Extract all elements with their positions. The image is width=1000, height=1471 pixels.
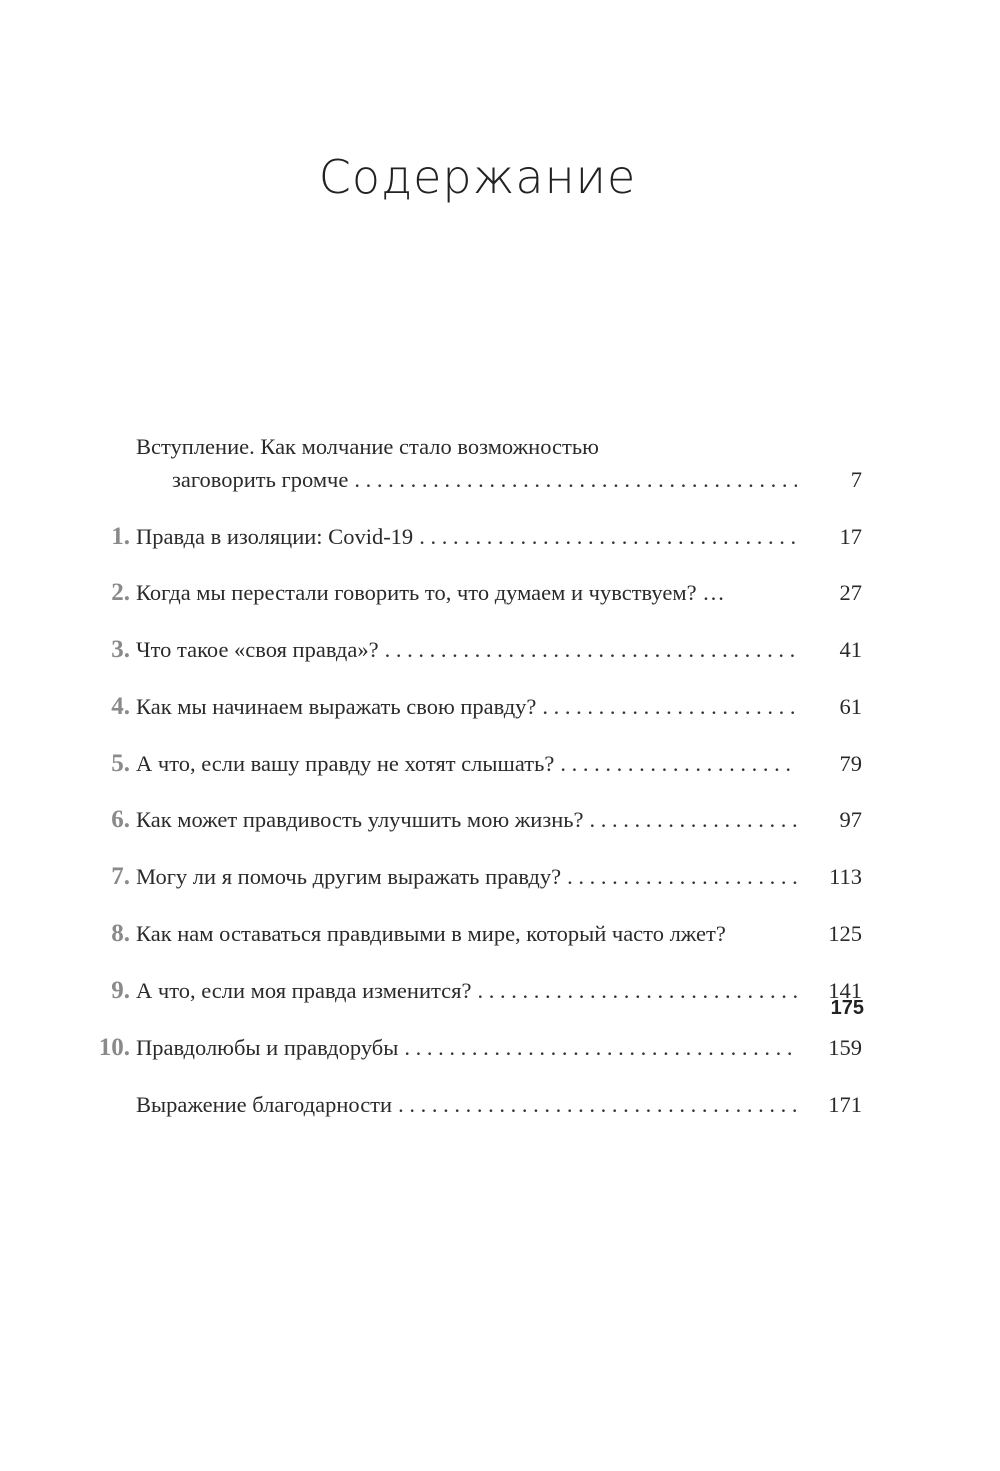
toc-entry [90,692,862,722]
chapter-page: 159 [828,1035,862,1060]
toc-entry [90,1033,862,1063]
toc-entry [90,522,862,552]
chapter-number: 3. [111,636,130,663]
dot-leader [398,1033,797,1063]
dot-leader [554,749,797,779]
dot-leader [536,692,797,722]
toc-entry-body [136,1033,797,1063]
chapter-number: 5. [111,750,130,777]
dot-leader [392,1090,797,1120]
chapter-page: 41 [839,637,862,662]
toc-entry [90,749,862,779]
chapter-page: 171 [828,1092,862,1117]
toc-entry-body [136,522,797,552]
chapter-number: 2. [111,579,130,606]
dot-leader [471,976,797,1006]
toc-entry-body [136,692,797,722]
chapter-page: 141 [828,978,862,1003]
chapter-page: 113 [829,864,862,889]
toc-entry-intro-line1: Вступление. Как молчание стало возможностью [136,434,599,459]
chapter-title: Когда мы перестали говорить то, что думаем и чувствуем? … [136,580,725,605]
chapter-page: 97 [839,807,862,832]
chapter-number: 1. [111,523,130,550]
chapter-title: Как может правдивость улучшить мою жизнь? [136,807,584,832]
toc-entry [90,976,862,1006]
toc-entry-body [136,635,797,665]
toc-entry-body [136,862,797,892]
dot-leader [413,522,797,552]
toc-entry-body [136,1090,797,1120]
chapter-page: 61 [839,694,862,719]
chapter-number: 4. [111,693,130,720]
toc-entry-body [136,749,797,779]
toc-entry-body [136,976,797,1006]
toc-entry-body [136,805,797,835]
chapter-title: заговорить громче [172,467,349,492]
chapter-number: 10. [98,1034,130,1061]
chapter-title: Что такое «своя правда»? [136,637,379,662]
dot-leader [348,465,797,495]
dot-leader [379,635,797,665]
chapter-title: Правдолюбы и правдорубы [136,1035,399,1060]
dot-leader [584,805,797,835]
toc-entry [90,635,862,665]
chapter-number: 7. [111,863,130,890]
chapter-title: А что, если моя правда изменится? [136,978,472,1003]
toc-entry-body [172,465,797,495]
toc-entry [90,919,862,949]
toc-entry [90,862,862,892]
chapter-page: 125 [828,921,862,946]
toc-entry-body [136,578,797,608]
dot-leader [561,862,797,892]
chapter-title: Как нам оставаться правдивыми в мире, который часто лжет? [136,921,726,946]
chapter-page: 7 [850,467,862,492]
toc-entry [90,805,862,835]
toc-entry [90,578,862,608]
chapter-title: Могу ли я помочь другим выражать правду? [136,864,562,889]
page-title: Содержание [318,150,637,204]
chapter-title: Выражение благодарности [136,1092,393,1117]
chapter-number: 6. [111,806,130,833]
chapter-page: 79 [839,751,862,776]
chapter-number: 9. [111,977,130,1004]
toc-entry-body [136,919,797,949]
chapter-number: 8. [111,920,130,947]
chapter-title: Как мы начинаем выражать свою правду? [136,694,537,719]
chapter-page: 27 [839,580,862,605]
toc-entry [90,465,862,495]
toc-entry [90,1090,862,1120]
chapter-title: А что, если вашу правду не хотят слышать? [136,751,555,776]
chapter-title: Правда в изоляции: Covid-19 [136,524,414,549]
page-number: 175 [830,997,864,1019]
chapter-page: 17 [839,524,862,549]
